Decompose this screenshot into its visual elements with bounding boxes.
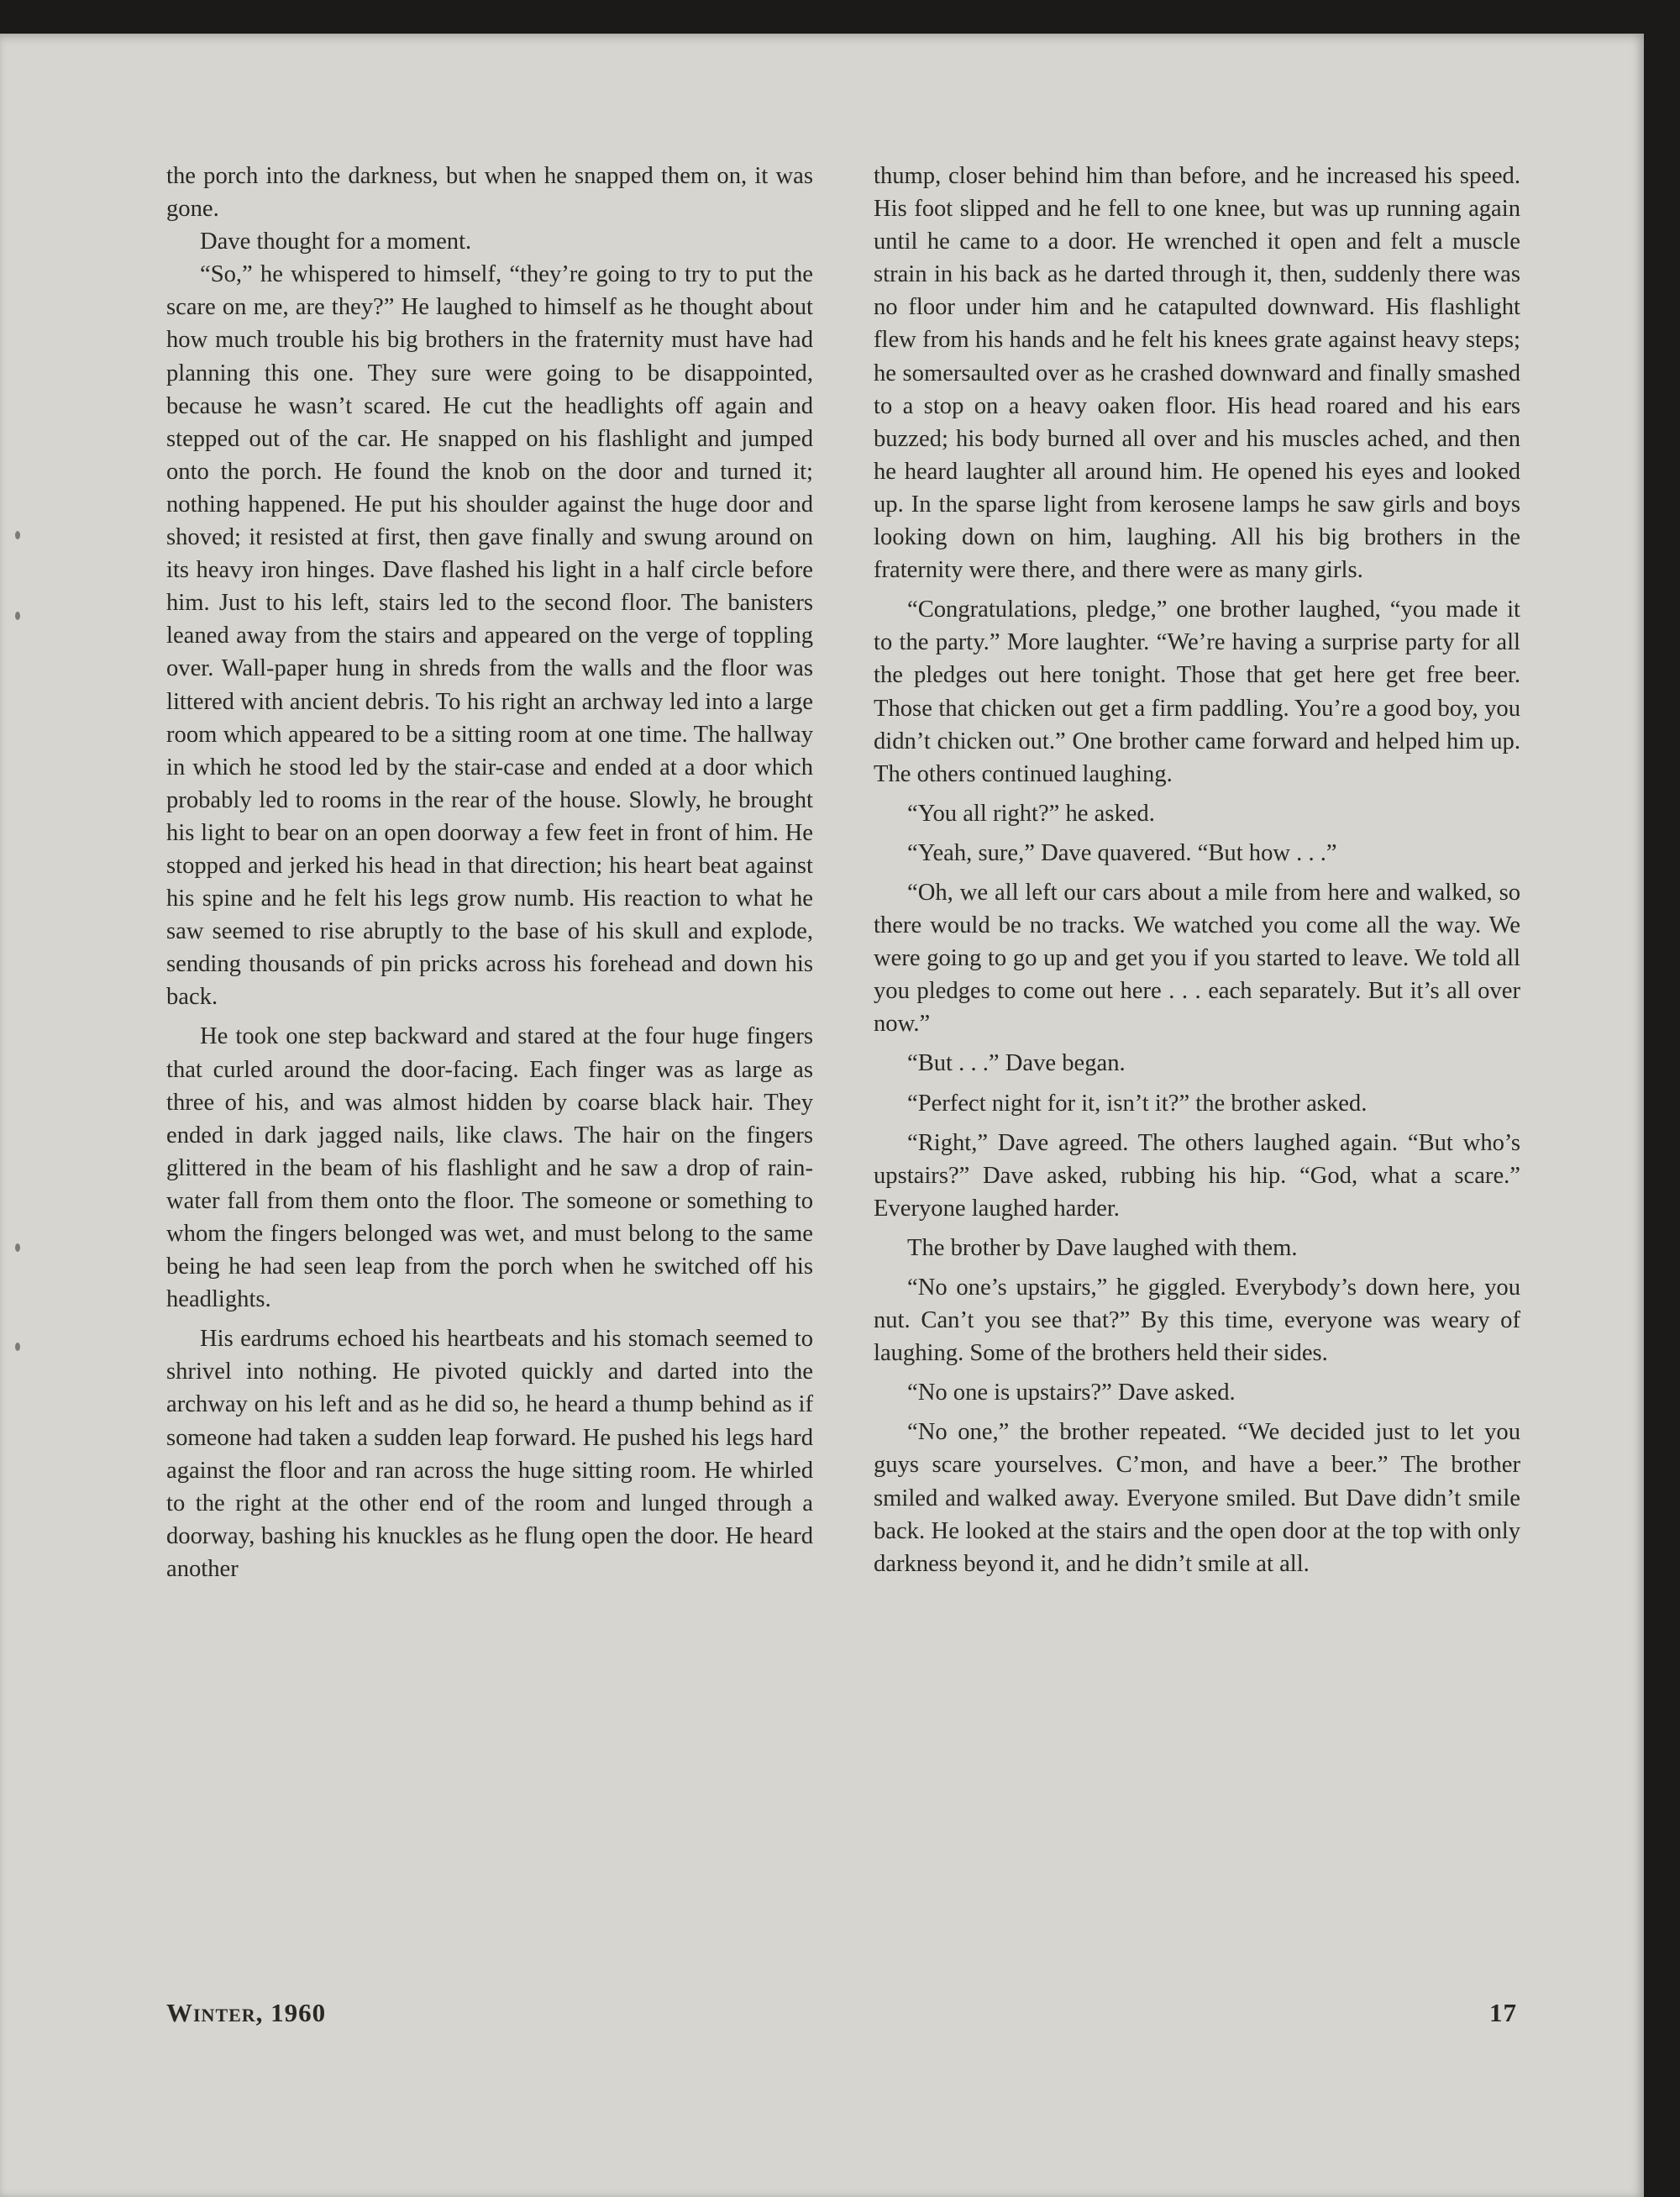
paragraph: “So,” he whispered to himself, “they’re going to try to put the scare on me, are they?” He laughed to himself as he thought about how much trouble his big brothers in the fraternity must have had planning this one. They sure were going to be disappointed, because he wasn’t scared. He cut the headlights off again and stepped out of the car. He snapped on his flashlight and jumped onto the porch. He found the knob on the door and turned it; nothing happened. He put his shoulder against the huge door and shoved; it resisted at first, then gave finally and swung around on its heavy iron hinges. Dave flashed his light in a half circle before him. Just to his left, stairs led to the second floor. The banisters leaned away from the stairs and appeared on the verge of toppling over. Wall-paper hung in shreds from the walls and the floor was littered with ancient debris. To his right an archway led into a large room which appeared to be a sitting room at one time. The hallway in which he stood led by the stair-case and ended at a door which probably led to rooms in the rear of the house. Slowly, he brought his light to bear on an open doorway a few feet in front of him. He stopped and jerked his head in that direction; his heart beat against his spine and he felt his legs grow numb. His reaction to what he saw seemed to rise abruptly to the base of his skull and explode, sending thousands of pin pricks across his forehead and down his back. bbox=[166, 261, 813, 1011]
paragraph: “Right,” Dave agreed. The others laughed again. “But who’s upstairs?” Dave asked, rubbing his hip. “God, what a scare.” Everyone laughed harder. bbox=[874, 1129, 1520, 1222]
margin-speck bbox=[15, 1243, 20, 1252]
paragraph: thump, closer behind him than before, and he increased his speed. His foot slipped and he fell to one knee, but was up running again until he came to a door. He wrenched it open and felt a muscle strain in his back as he darted through it, then, suddenly there was no floor under him and he catapulted downward. His flashlight flew from his hands and he felt his knees grate against heavy steps; he somersaulted over as he crashed downward and finally smashed to a stop on a heavy oaken floor. His head roared and his ears buzzed; his body burned all over and his muscles ached, and then he heard laughter all around him. He opened his eyes and looked up. In the sparse light from kerosene lamps he saw girls and boys looking down on him, laughing. All his big brothers in the fraternity were there, and there were as many girls. bbox=[874, 163, 1520, 584]
paragraph: “You all right?” he asked. bbox=[907, 800, 1155, 827]
magazine-page bbox=[0, 34, 1644, 2197]
paragraph: “No one,” the brother repeated. “We decided just to let you guys scare yourselves. C’mon, and have a beer.” The brother smiled and walked away. Everyone smiled. But Dave didn’t smile back. He looked at the stairs and the open door at the top with only darkness beyond it, and he didn’t smile at all. bbox=[874, 1419, 1520, 1577]
paragraph: He took one step backward and stared at the four huge fingers that curled around the door-facing. Each finger was as large as three of his, and was almost hidden by coarse black hair. They ended in dark jagged nails, like claws. The hair on the fingers glittered in the beam of his flashlight and he saw a drop of rain-water fall from them onto the floor. The someone or something to whom the fingers belonged was wet, and must belong to the same being he had seen leap from the porch when he switched off his headlights. bbox=[166, 1023, 813, 1313]
margin-speck bbox=[15, 612, 20, 620]
issue-date: Winter, 1960 bbox=[166, 1998, 327, 2027]
paragraph: “Yeah, sure,” Dave quavered. “But how . . .” bbox=[907, 839, 1337, 866]
paragraph: Dave thought for a moment. bbox=[200, 229, 472, 255]
paragraph: the porch into the darkness, but when he snapped them on, it was gone. bbox=[166, 163, 813, 223]
paragraph: His eardrums echoed his heartbeats and his stomach seemed to shrivel into nothing. He pivoted quickly and darted into the archway on his left and as he did so, he heard a thump behind as if someone had taken a sudden leap forward. He pushed his legs hard against the floor and ran across the huge sitting room. He whirled to the right at the other end of the room and lunged through a doorway, bashing his knuckles as he flung open the door. He heard another bbox=[166, 1326, 813, 1582]
margin-speck bbox=[15, 531, 20, 539]
paragraph: “Oh, we all left our cars about a mile from here and walked, so there would be no tracks. We watched you come all the way. We were going to go up and get you if you started to leave. We told all you pledges to come out here . . . each separately. But it’s all over now.” bbox=[874, 879, 1520, 1038]
paragraph: The brother by Dave laughed with them. bbox=[907, 1234, 1298, 1261]
paragraph: “Perfect night for it, isn’t it?” the brother asked. bbox=[907, 1090, 1368, 1117]
paragraph: “Congratulations, pledge,” one brother laughed, “you made it to the party.” More laughter. “We’re having a surprise party for all the pledges out here tonight. Those that get here get free beer. Those that chicken out get a firm paddling. You’re a good boy, you didn’t chicken out.” One brother came forward and helped him up. The others continued laughing. bbox=[874, 597, 1520, 787]
paragraph: “But . . .” Dave began. bbox=[907, 1050, 1126, 1077]
margin-speck bbox=[15, 1343, 20, 1351]
right-text-column bbox=[874, 160, 1520, 1580]
paragraph: “No one’s upstairs,” he giggled. Everybody’s down here, you nut. Can’t you see that?” By this time, everyone was weary of laughing. Some of the brothers held their sides. bbox=[874, 1275, 1520, 1367]
paragraph: “No one is upstairs?” Dave asked. bbox=[907, 1380, 1236, 1406]
page-number: 17 bbox=[1489, 1998, 1517, 2027]
left-text-column bbox=[166, 160, 813, 1585]
